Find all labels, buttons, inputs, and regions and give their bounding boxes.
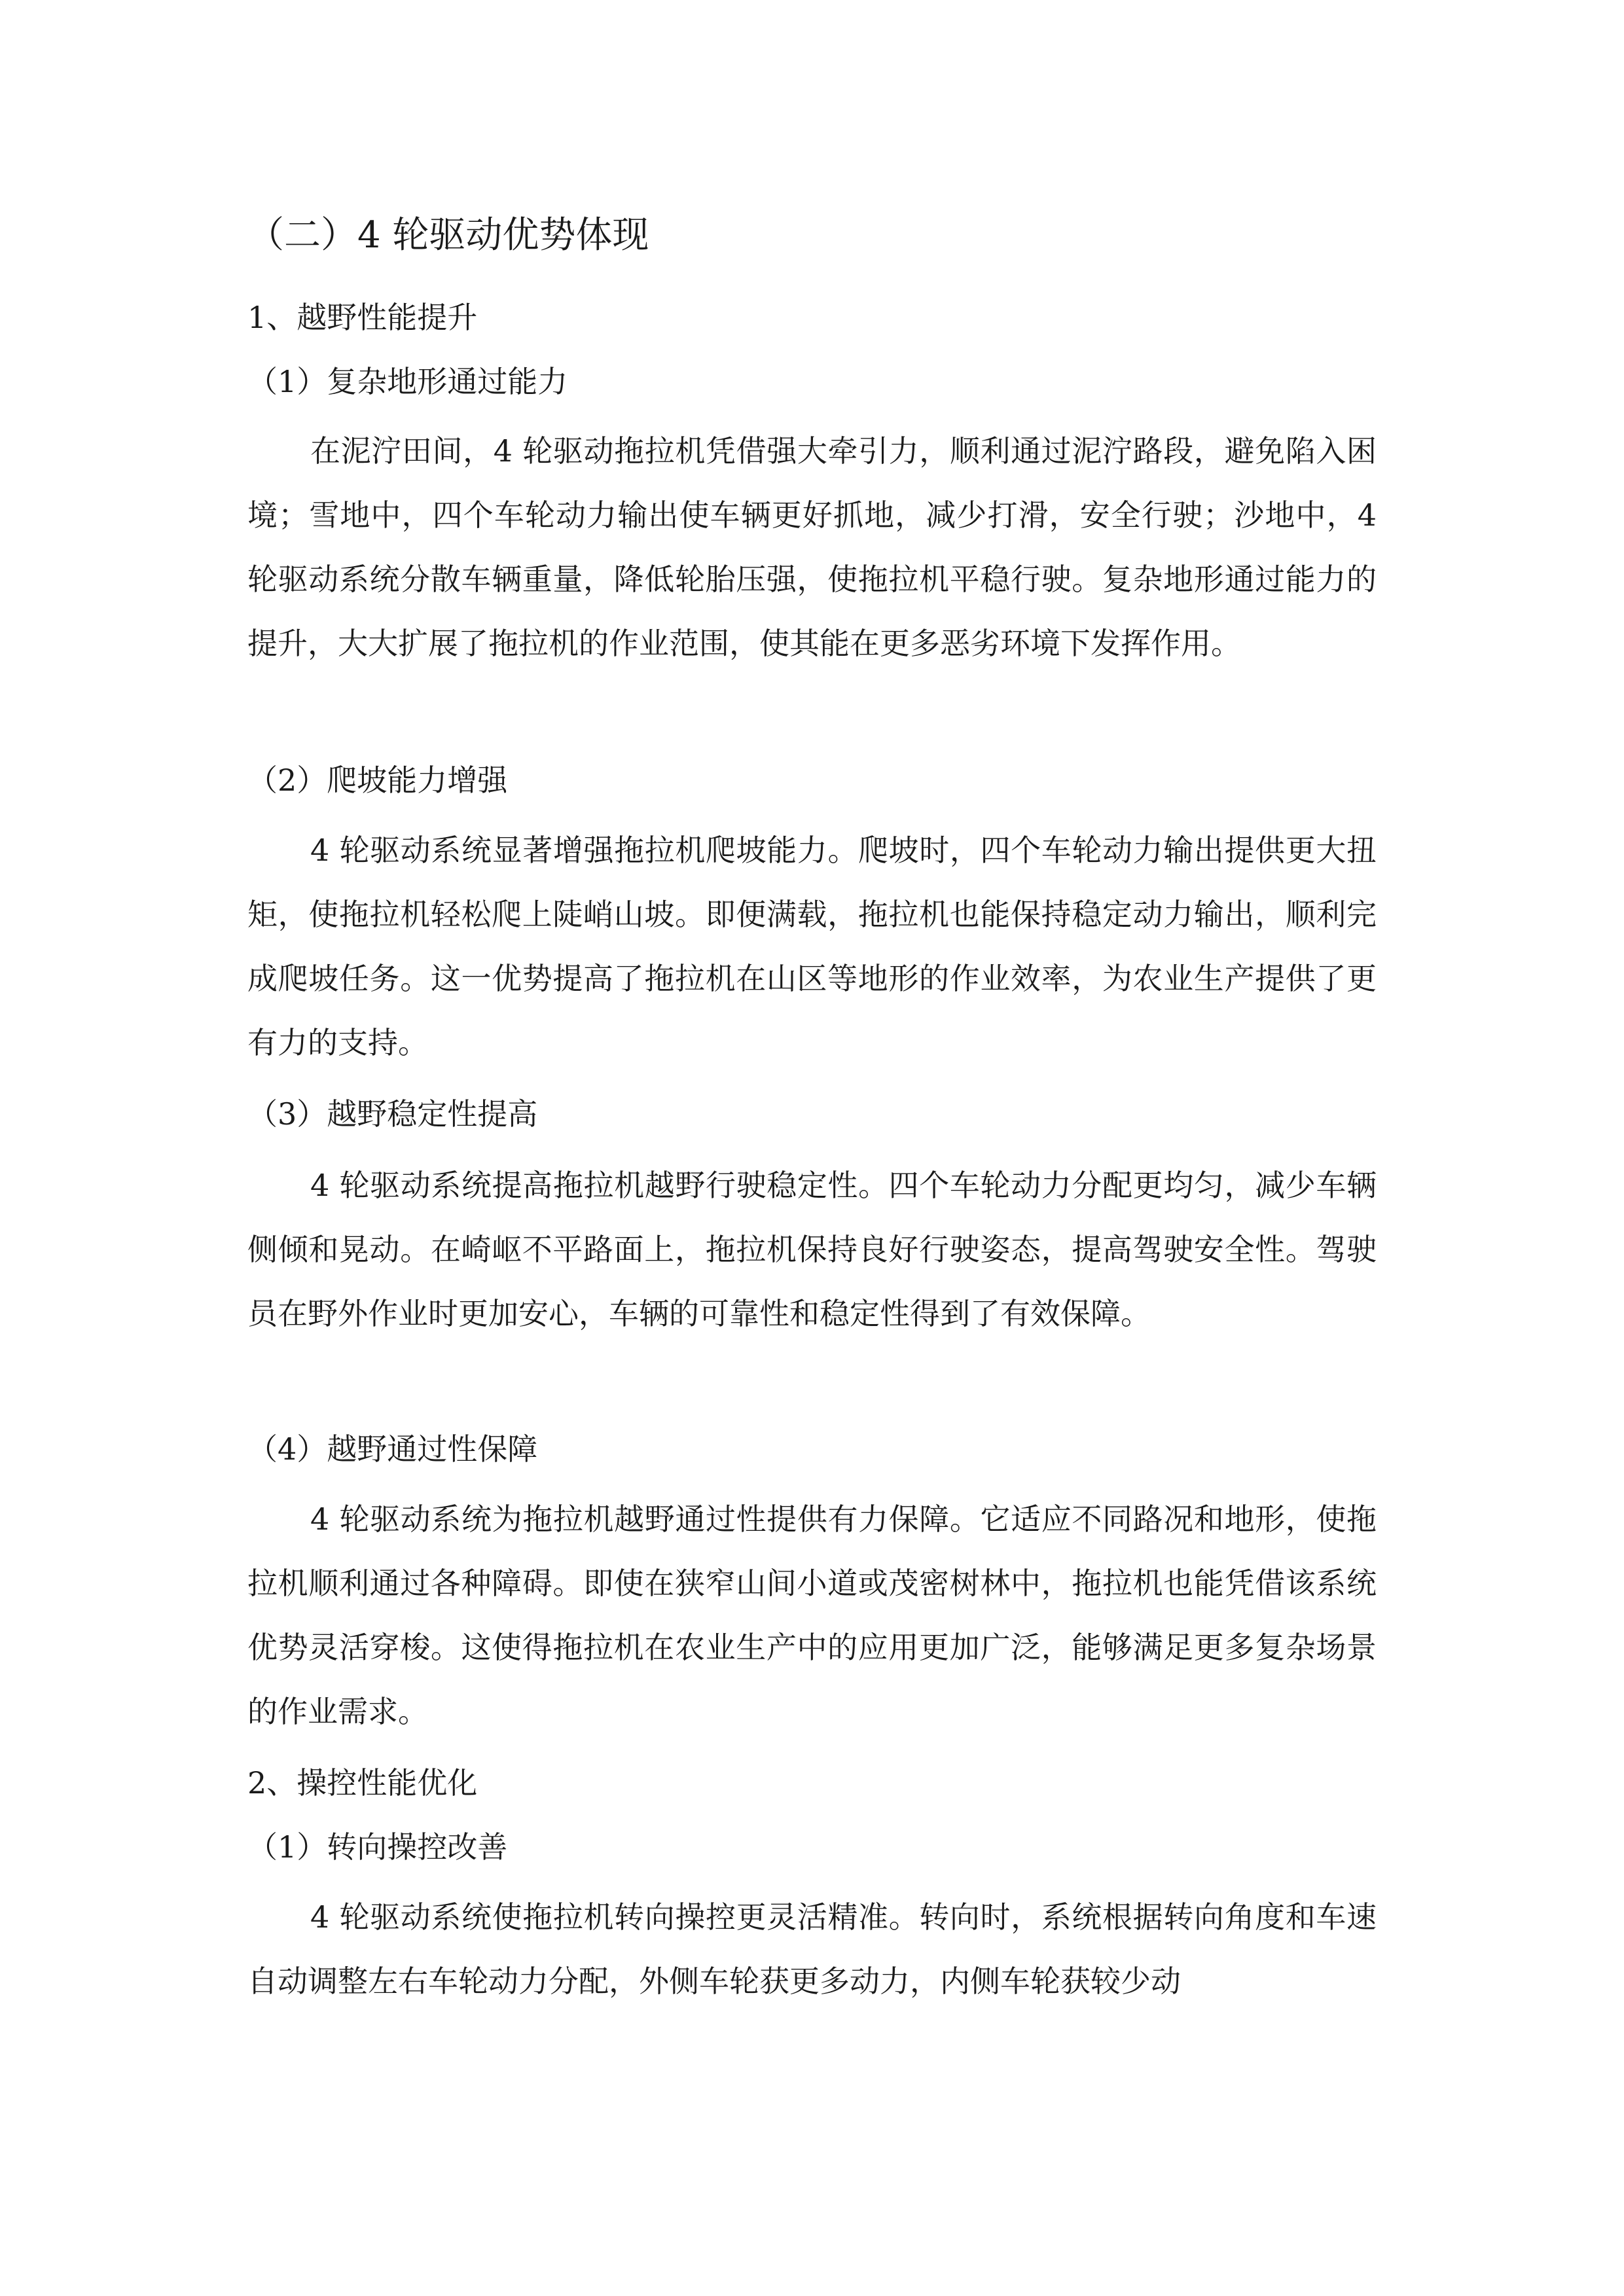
subheading-climbing: （2）爬坡能力增强 <box>247 762 508 798</box>
heading-offroad-performance: 1、越野性能提升 <box>247 300 478 335</box>
paragraph-stability: 4 轮驱动系统提高拖拉机越野行驶稳定性。四个车轮动力分配更均匀，减少车辆侧倾和晃动。在崎岖不平路面上，拖拉机保持良好行驶姿态，提高驾驶安全性。驾驶员在野外作业时更加安心，车辆的可靠性和稳定性得到了有效保障。 <box>247 1168 1377 1331</box>
subheading-stability: （3）越野稳定性提高 <box>247 1096 538 1132</box>
paragraph-passability: 4 轮驱动系统为拖拉机越野通过性提供有力保障。它适应不同路况和地形，使拖拉机顺利通过各种障碍。即使在狭窄山间小道或茂密树林中，拖拉机也能凭借该系统优势灵活穿梭。这使得拖拉机在农业生产中的应用更加广泛，能够满足更多复杂场景的作业需求。 <box>247 1501 1377 1729</box>
subheading-complex-terrain: （1）复杂地形通过能力 <box>247 364 568 399</box>
paragraph-complex-terrain: 在泥泞田间，4 轮驱动拖拉机凭借强大牵引力，顺利通过泥泞路段，避免陷入困境；雪地中，四个车轮动力输出使车辆更好抓地，减少打滑，安全行驶；沙地中，4 轮驱动系统分散车辆重量，降低轮胎压强，使拖拉机平稳行驶。复杂地形通过能力的提升，大大扩展了拖拉机的作业范围，使其能在更多恶劣环境下发挥作用。 <box>247 433 1377 661</box>
heading-handling-performance: 2、操控性能优化 <box>247 1765 478 1801</box>
section-title: （二）4 轮驱动优势体现 <box>247 214 649 257</box>
subheading-steering: （1）转向操控改善 <box>247 1829 508 1865</box>
subheading-passability: （4）越野通过性保障 <box>247 1431 538 1467</box>
paragraph-climbing: 4 轮驱动系统显著增强拖拉机爬坡能力。爬坡时，四个车轮动力输出提供更大扭矩，使拖拉机轻松爬上陡峭山坡。即便满载，拖拉机也能保持稳定动力输出，顺利完成爬坡任务。这一优势提高了拖拉机在山区等地形的作业效率，为农业生产提供了更有力的支持。 <box>247 833 1377 1060</box>
paragraph-steering: 4 轮驱动系统使拖拉机转向操控更灵活精准。转向时，系统根据转向角度和车速自动调整左右车轮动力分配，外侧车轮获更多动力，内侧车轮获较少动 <box>247 1899 1377 1999</box>
